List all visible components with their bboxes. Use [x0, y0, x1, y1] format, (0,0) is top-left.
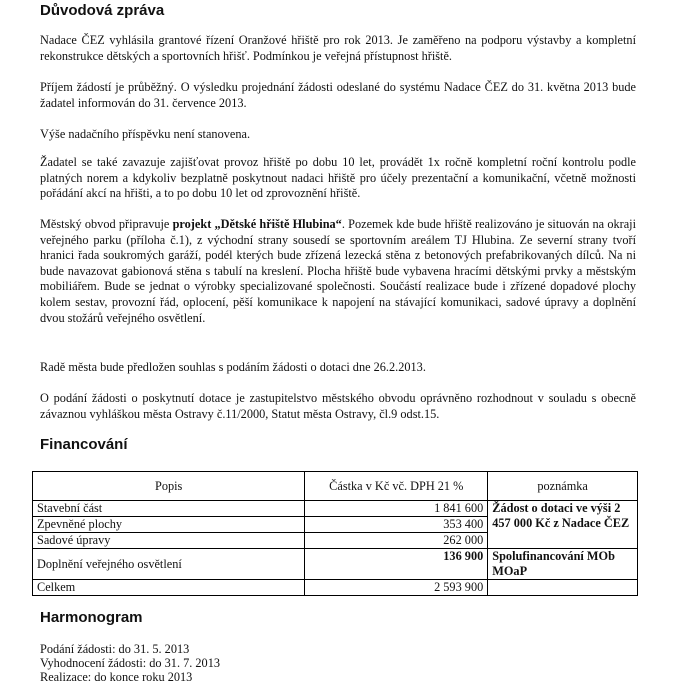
table-row [33, 501, 638, 517]
cell-castka: 136 900 [305, 549, 488, 580]
paragraph-project-description [40, 217, 636, 326]
heading-financovani: Financování [40, 436, 128, 453]
project-text-rest: . Pozemek kde bude hřiště realizováno je situován na okraji veřejného parku (příloha č.1), z východní strany sousedí se sportovním areálem TJ Hlubina. Ze severní strany tvoří hranici řada soukromých garáží, podél kterých bude zřízená lezecká stěna z betonových prefabrikovaných dílců. Na ni bude navazovat gabionová stěna s tabulí na kreslení. Plocha hřiště bude vybavena hracími dětskými prvky a městským mobiliářem. Bude se jednat o výrobky specializované společnosti. Součástí realizace bude i zřízené dopadové plochy kolem sestav, provozní řád, oplocení, pěší komunikace k napojení na stávající komunikaci, sadové úpravy a doplnění dvou stožárů veřejného osvětlení. [40, 217, 636, 325]
paragraph-contribution-amount: Výše nadačního příspěvku není stanovena. [40, 127, 251, 141]
paragraph-applicant-obligations: Žadatel se také zavazuje zajišťovat provoz hřiště po dobu 10 let, provádět 1x ročně kompletní roční kontrolu podle platných norem a kdykoliv bezplatně poskytnout nadaci hřiště pro účely prezentační a komunikační, včetně možnosti pořádání akcí na hřišti, a to po dobu 10 let od zprovoznění hřiště. [40, 155, 636, 201]
cell-castka: 353 400 [305, 517, 488, 533]
paragraph-council-approval: Radě města bude předložen souhlas s podáním žádosti o dotaci dne 26.2.2013. [40, 360, 426, 374]
cell-castka: 262 000 [305, 533, 488, 549]
table-row [33, 549, 638, 580]
paragraph-assembly-authority: O podání žádosti o poskytnutí dotace je zastupitelstvo městského obvodu oprávněno rozhodnout v souladu s obecně závaznou vyhláškou města Ostravy č.11/2000, Statut města Ostravy, čl.9 odst.15. [40, 391, 636, 421]
cell-popis: Sadové úpravy [33, 533, 305, 549]
heading-harmonogram: Harmonogram [40, 609, 143, 626]
financing-table [32, 471, 638, 596]
column-header-poznamka: poznámka [488, 472, 638, 501]
table-row-total [33, 580, 638, 596]
paragraph-application-intake: Příjem žádostí je průběžný. O výsledku projednání žádosti odeslané do systému Nadace ČEZ do 31. května 2013 bude žadatel informován do 31. července 2013. [40, 80, 636, 110]
schedule-item: Realizace: do konce roku 2013 [40, 670, 193, 684]
cell-popis: Celkem [33, 580, 305, 596]
heading-duvodova-zprava: Důvodová zpráva [40, 2, 165, 19]
column-header-castka: Částka v Kč vč. DPH 21 % [305, 472, 488, 501]
cell-note-cofinancing: Spolufinancování MOb MOaP [488, 549, 638, 580]
paragraph-grant-intro: Nadace ČEZ vyhlásila grantové řízení Oranžové hřiště pro rok 2013. Je zaměřeno na podporu výstavby a kompletní rekonstrukce dětských a sportovních hřišť. Podmínkou je veřejná přístupnost hřiště. [40, 33, 636, 63]
cell-popis: Zpevněné plochy [33, 517, 305, 533]
cell-popis: Doplnění veřejného osvětlení [33, 549, 305, 580]
project-name: projekt „Dětské hřiště Hlubina“ [172, 217, 342, 231]
cell-popis: Stavební část [33, 501, 305, 517]
table-header-row [33, 472, 638, 501]
schedule-item: Vyhodnocení žádosti: do 31. 7. 2013 [40, 656, 220, 670]
cell-note-grant: Žádost o dotaci ve výši 2 457 000 Kč z Nadace ČEZ [488, 501, 638, 549]
column-header-popis: Popis [33, 472, 305, 501]
cell-castka: 2 593 900 [305, 580, 488, 596]
cell-castka: 1 841 600 [305, 501, 488, 517]
cell-note-empty [488, 580, 638, 596]
project-text-start: Městský obvod připravuje [40, 217, 173, 231]
schedule-item: Podání žádosti: do 31. 5. 2013 [40, 642, 190, 656]
